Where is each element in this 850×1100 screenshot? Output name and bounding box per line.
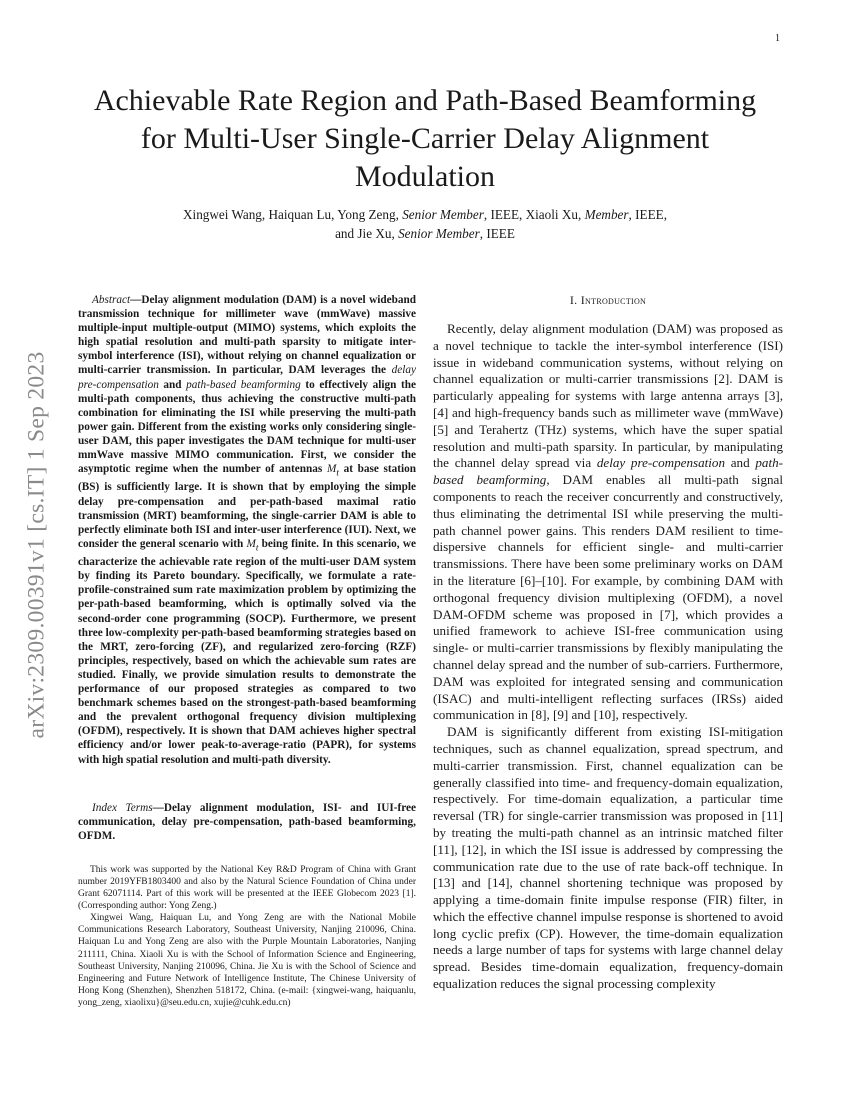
right-column bbox=[433, 293, 783, 993]
abstract: Abstract—Delay alignment modulation (DAM) is a novel wideband transmission technique for millimeter wave (mmWave) massive multiple-input multiple-output (MIMO) systems, which exploits the high spatial resolution and multi-path sparsity to mitigate inter-symbol interference (ISI), without relying on channel equalization or multi-carrier transmission. In particular, DAM leverages the delay pre-compensation and path-based beamforming to effectively align the multi-path components, thus achieving the constructive multi-path combination for eliminating the ISI while preserving the multi-path power gain. Different from the existing works only considering single-user DAM, this paper investigates the DAM technique for multi-user mmWave massive MIMO communication. First, we consider the asymptotic regime when the number of antennas $M_t$ at base station (BS) is sufficiently large. It is shown that by employing the simple delay pre-compensation and per-path-based maximal ratio transmission (MRT) beamforming, the single-carrier DAM is able to perfectly eliminate both ISI and inter-user interference (IUI). Next, we consider the general scenario with $M_t$ being finite. In this scenario, we characterize the achievable rate region of the multi-user DAM system by finding its Pareto boundary. Specifically, we formulate a rate-profile-constrained sum rate maximization problem by optimizing the per-path-based beamforming, which is optimally solved via the second-order cone programming (SOCP). Furthermore, we present three low-complexity per-path-based beamforming strategies based on the MRT, zero-forcing (ZF), and regularized zero-forcing (RZF) principles, respectively, based on which the achievable sum rates are studied. Finally, we provide simulation results to demonstrate the performance of our proposed strategies as compared to two benchmark schemes based on the strongest-path-based beamforming and the prevalent orthogonal frequency division multiplexing (OFDM), respectively. It is shown that DAM achieves higher spectral efficiency and/or lower peak-to-average-ratio (PAPR), for systems with high spatial resolution and multi-path diversity. bbox=[78, 294, 416, 766]
author-line-1: Xingwei Wang, Haiquan Lu, Yong Zeng, Senior Member, IEEE, Xiaoli Xu, Member, IEEE, bbox=[183, 207, 667, 222]
intro-paragraph-2: DAM is significantly different from existing ISI-mitigation techniques, such as channel equalization, spread spectrum, and multi-carrier transmission. First, channel equalization can be generally classified into time- and frequency-domain equalization, respectively. For time-domain equalization, a particular time reversal (TR) for single-carrier transmission was proposed in [11] by treating the multi-path channel as an intrinsic matched filter [11], [12], in which the ISI issue is addressed by compressing the communication rate due to the use of rate back-off technique. In [13] and [14], channel shortening technique was proposed by applying a time-domain finite impulse response (FIR) filter, in which the effective channel impulse response is shortened to avoid long cyclic prefix (CP). However, the time-domain equalization needs a large number of taps for systems with large channel delay spread. Besides time-domain equalization, frequency-domain equalization reduces the signal processing complexity bbox=[433, 724, 783, 992]
left-column bbox=[78, 293, 416, 1009]
page-number: 1 bbox=[775, 33, 780, 44]
intro-paragraph-1: Recently, delay alignment modulation (DAM) was proposed as a novel technique to tackle the inter-symbol interference (ISI) issue in wideband communication systems, without relying on channel equalization or multi-carrier transmissions [2]. DAM is particularly appealing for systems with large antenna arrays [3], [4] and high-frequency bands such as millimeter wave (mmWave) [5] and Terahertz (THz) systems, which have the super spatial resolution and multi-path sparsity. In particular, by manipulating the channel delay spread via delay pre-compensation and path-based beamforming, DAM enables all multi-path signal components to reach the receiver concurrently and constructively, thus eliminating the detrimental ISI while preserving the multi-path channel power gains. This renders DAM resilient to time-dispersive channels for efficient single- and multi-carrier transmissions. There have been some preliminary works on DAM in the literature [6]–[10]. For example, by combining DAM with orthogonal frequency division multiplexing (OFDM), a novel DAM-OFDM scheme was proposed in [7], which provides a unified framework to achieve ISI-free communication using single- or multi-carrier transmissions by flexibly manipulating the channel delay spread and the number of sub-carriers. Furthermore, DAM was exploited for integrated sensing and communication (ISAC) and multi-intelligent reflecting surfaces (IRSs) aided communication in [8], [9] and [10], respectively. bbox=[433, 321, 783, 723]
footnotes bbox=[78, 864, 416, 1009]
abstract-label: Abstract bbox=[92, 294, 131, 306]
author-line-2: and Jie Xu, Senior Member, IEEE bbox=[335, 226, 515, 241]
index-terms: Index Terms—Delay alignment modulation, ISI- and IUI-free communication, delay pre-compensation, path-based beamforming, OFDM. bbox=[78, 801, 416, 842]
index-terms-label: Index Terms bbox=[92, 801, 153, 814]
arxiv-stamp-text: arXiv:2309.00391v1 [cs.IT] 1 Sep 2023 bbox=[23, 350, 50, 739]
affiliation-footnote: Xingwei Wang, Haiquan Lu, and Yong Zeng are with the National Mobile Communications Research Laboratory, Southeast University, Nanjing 210096, China. Haiquan Lu and Yong Zeng are also with the Purple Mountain Laboratories, Nanjing 211111, China. Xiaoli Xu is with the School of Information Science and Engineering, Southeast University, Nanjing 210096, China. Jie Xu is with the School of Science and Engineering and Future Network of Intelligence Institute, The Chinese University of Hong Kong (Shenzhen), Shenzhen 518172, China. (e-mail: {xingwei-wang, haiquanlu, yong_zeng, xiaolixu}@seu.edu.cn, xujie@cuhk.edu.cn) bbox=[78, 913, 416, 1008]
author-list bbox=[90, 205, 760, 243]
funding-footnote: This work was supported by the National Key R&D Program of China with Grant number 2019YFB1803400 and also by the Natural Science Foundation of China under Grant 62071114. Part of this work will be presented at the IEEE Globecom 2023 [1]. (Corresponding author: Yong Zeng.) bbox=[78, 864, 416, 912]
paper-title: Achievable Rate Region and Path-Based Beamforming for Multi-User Single-Carrier Delay Alignment Modulation bbox=[93, 84, 757, 193]
arxiv-stamp bbox=[22, 312, 52, 777]
section-heading: I. Introduction bbox=[569, 293, 647, 307]
